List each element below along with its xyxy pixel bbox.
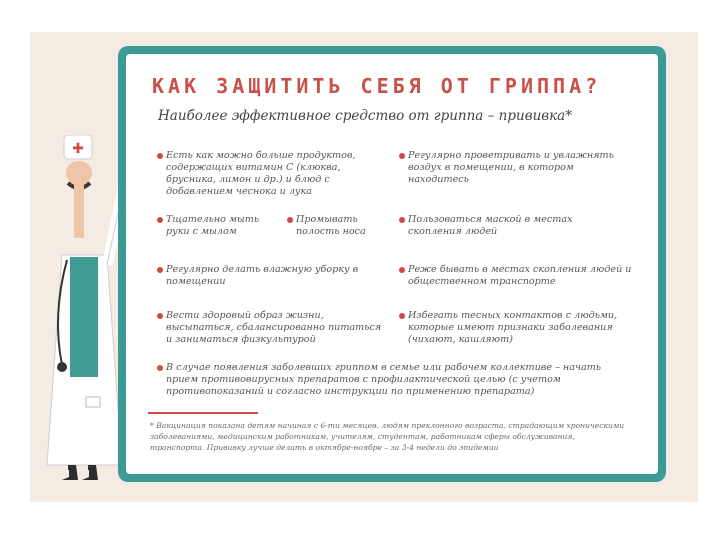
- tip-ventilation: Регулярно проветривать и увлажнять воздух в помещении, в котором находитесь: [408, 150, 630, 186]
- bullet-dot: [157, 365, 163, 371]
- tip-nasal-wash: Промывать полость носа: [296, 214, 380, 238]
- tip-wash-hands: Тщательно мыть руки с мылом: [166, 214, 276, 238]
- tip-antiviral: В случае появления заболевших гриппом в семье или рабочем коллективе – начать прием противовирусных препаратов с профилактической целью (с учетом противопоказаний и согласно инструкции по применению препарата): [166, 362, 634, 398]
- bullet-dot: [399, 217, 405, 223]
- footnote-divider: [148, 412, 258, 414]
- vaccination-footnote: * Вакцинация показана детям начиная с 6-ти месяцев, людям преклонного возраста, страдающим хроническими заболеваниями, медицинским работникам, учителям, студентам, работникам сферы обслуживания, транспорта. Прививку лучше делать в октябре-ноябре – за 3-4 недели до эпидемии: [150, 421, 625, 452]
- bullet-dot: [157, 217, 163, 223]
- bullet-dot: [157, 153, 163, 159]
- bullet-dot: [157, 267, 163, 273]
- tip-vitamin-c: Есть как можно больше продуктов, содержащих витамин С (клюква, брусника, лимон и др.) и блюд с добавлением чеснока и лука: [166, 150, 376, 198]
- poster-subtitle: Наиболее эффективное средство от гриппа – прививка*: [158, 108, 572, 124]
- bullet-dot: [287, 217, 293, 223]
- tip-healthy-lifestyle: Вести здоровый образ жизни, высыпаться, сбалансированно питаться и заниматься физкультурой: [166, 310, 386, 346]
- bullet-dot: [157, 313, 163, 319]
- tip-avoid-contacts: Избегать тесных контактов с людьми, которые имеют признаки заболевания (чихают, кашляют): [408, 310, 628, 346]
- bullet-dot: [399, 153, 405, 159]
- bullet-dot: [399, 313, 405, 319]
- tip-wet-cleaning: Регулярно делать влажную уборку в помещении: [166, 264, 376, 288]
- bullet-dot: [399, 267, 405, 273]
- tip-mask: Пользоваться маской в местах скопления людей: [408, 214, 618, 238]
- tip-avoid-crowds: Реже бывать в местах скопления людей и общественном транспорте: [408, 264, 632, 288]
- poster-title: КАК ЗАЩИТИТЬ СЕБЯ ОТ ГРИППА?: [152, 74, 602, 98]
- svg-text:✚: ✚: [72, 141, 84, 157]
